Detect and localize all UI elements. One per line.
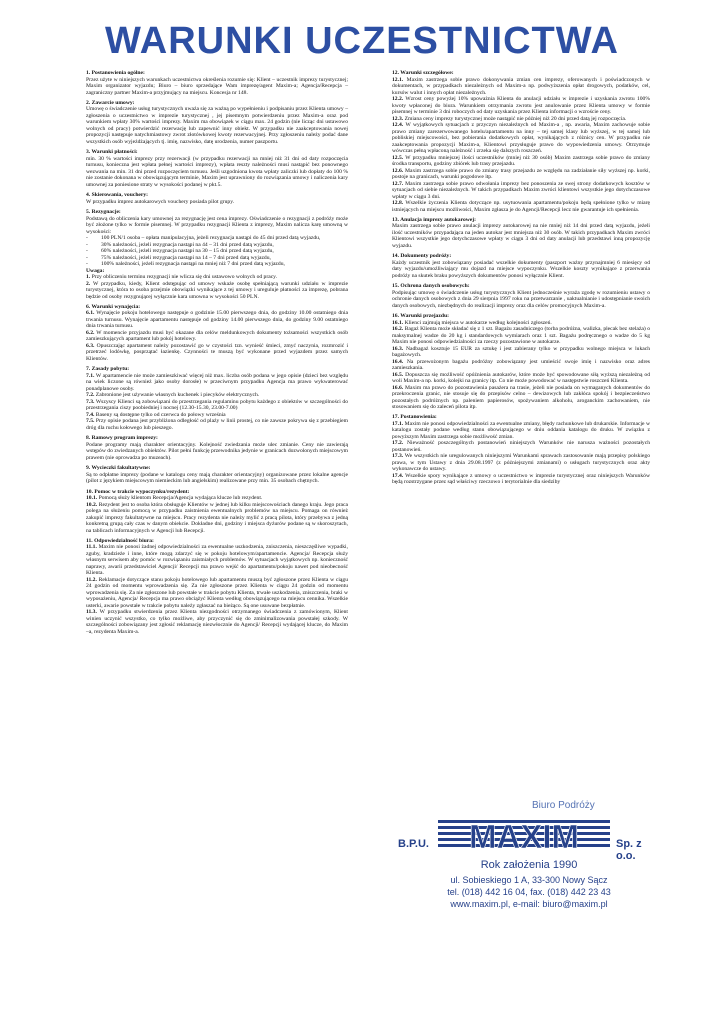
paragraph: 12.3. Zmiana ceny imprezy turystycznej może nastąpić nie później niż 20 dni przed datą jej rozpoczęcia. <box>392 115 627 122</box>
section <box>86 304 348 363</box>
paragraph: 17.1. Maxim nie ponosi odpowiedzialności za ewentualne zmiany, błędy rachunkowe lub drukarskie. Informacje w katalogu zostały podane według stanu obowiązującego w dniu oddania katalogu do druku. W związku z powyższym Maxim zastrzega sobie możliwość zmian. <box>392 420 650 440</box>
paragraph: 16.3. Nadbagaż kosztuje 15 EUR za sztukę i jest zabierany tylko w przypadku wolnego miejsca w lukach bagażowych. <box>392 345 650 359</box>
list-item: - 75% należności, jeżeli rezygnacja nastąpi na 14 – 7 dni przed datą wyjazdu, <box>86 255 348 262</box>
paragraph: 10.2. Rezydent jest to osoba która obsługuje Klientów w jednej lub kilku miejscowościach danego kraju. Jego praca polega na służeniu pomocą w przypadku zaistnienia ewentualnych problemów na miejscu. Pomaga on również zakupić imprezy fakultatywne na miejscu. Pracy rezydenta nie należy mylić z pracą pilota, który przebywa z jedną konkretną grupą cały czas w danym obiekcie. Dokładne dni, godziny i miejsca dyżurów podane są w skoroszytach, na tablicach informacyjnych w Agencji lub Recepcji. <box>86 501 348 534</box>
logo-top-text: Biuro Podróży <box>532 800 595 811</box>
logo-web: www.maxim.pl, e-mail: biuro@maxim.pl <box>450 899 608 909</box>
section <box>86 209 348 300</box>
section <box>86 366 348 431</box>
paragraph: Podstawą do obliczenia kary umownej za rezygnację jest cena imprezy. Oświadczenie o rezygnacji z podróży może być złożone tylko w formie pisemnej. W przypadku rezygnacji Klienta z imprezy, Maxim nalicza karę umowną w wysokości: <box>86 215 348 235</box>
section-heading: 12. Warunki szczegółowe: <box>392 70 454 76</box>
paragraph: 10.1. Pomocą służy klientom Recepcja/Agencja wydająca klucze lub rezydent. <box>86 495 263 502</box>
paragraph: 12.5. W przypadku mniejszej ilości uczestników (mniej niż 30 osób) Maxim zastrzega sobie prawo do zmiany środka transportu, godziny zbiórek lub trasy przejazdu. <box>392 154 650 167</box>
paragraph: Maxim zastrzega sobie prawo anulacji imprezy autokarowej na nie mniej niż 14 dni przed datą wyjazdu, jeżeli ilość uczestników przypadająca na jeden autokar jest mniejsza niż 30 osób. W takich przypadkach Maxim zwróci Klientowi wszystkie jego dotychczasowe wpłaty w ciągu 3 dni od daty anulacji lub przedstawi inną propozycję wyjazdu. <box>392 223 650 249</box>
paragraph: 12.1. Maxim zastrzega sobie prawo dokonywania zmian cen imprezy, oferowanych i poświadczonych w dokumentach, w przypadkach niezależnych od Maxim-a np. podwyższenia opłat drogowych, podatków, cel, kursów walut i innych opłat niezależnych. <box>392 76 650 96</box>
section-heading: 6. Warunki wynajęcia: <box>86 303 141 310</box>
section <box>392 414 650 486</box>
section-heading: 2. Zawarcie umowy: <box>86 99 135 106</box>
paragraph: Podane programy mają charakter orientacyjny. Kolejność zwiedzania może ulec zmianie. Ceny nie zawierają wstępów do zwiedzanych obiektów. Pilot pełni funkcję przewodnika jedynie w granicach dozwolonych miejscowym prawem (nie oprowadza po muzeach). <box>86 441 348 461</box>
paragraph: 12.7. Maxim zastrzega sobie prawo odwołania imprezy bez ponoszenia ze swej strony dodatkowych kosztów w sytuacjach od siebie niezależnych. W takich przypadkach Maxim zwróci klientowi wszystkie jego dotychczasowe wpłaty w ciągu 3 dni. <box>392 180 650 200</box>
paragraph: 12.4. W wyjątkowych sytuacjach z przyczyn niezależnych od Maxim-a , np. awaria, Maxim zachowuje sobie prawo zmiany zarezerwowanego hotelu/apartamentu na inny – tej samej klasy lub wyższej, w tej samej lub pobliskiej miejscowości, bez pobierania dodatkowych opłat, wynikających z różnicy cen. W przypadku nie zaakceptowania propozycji Maxim-a, Klientowi przysługuje prawo do wypowiedzenia umowy. Otrzymuje wówczas pełną wpłaconą należność i zrzeka się dalszych roszczeń. <box>392 122 650 154</box>
section <box>86 435 348 461</box>
paragraph: 12.8. Wszelkie życzenia Klienta dotyczące np. usytuowania apartamentu/pokoju będą spełnione tylko w miarę istniejących na miejscu możliwości, Maxim zgłasza je do Agencji/Recepcji lecz nie gwarantuje ich spełnienia. <box>392 200 650 213</box>
paragraph: 11.1. Maxim nie ponosi żadnej odpowiedzialności za ewentualne uszkodzenia, zniszczenia, nieszczęśliwe wypadki, zguby, kradzieże i inne, które mogą zdarzyć się w pokoju hotelowym/apartamencie. Agencja/ Recepcja służy własnym serwisem aby pomóc w rozwiązaniu zaistniałych problemów. W sytuacjach wyjątkowych np. konieczność naprawy, awarii przedstawiciel Agencji/ Recepcji ma prawo wejść do apartamentu/pokoju nawet pod nieobecność Klienta. <box>86 544 348 577</box>
list-item: - 100 PLN/1 osoba – opłata manipulacyjna, jeżeli rezygnacja nastąpi do 45 dni przed datą wyjazdu, <box>86 235 348 242</box>
paragraph: Umowę o świadczenie usług turystycznych uważa się za ważną po wypełnieniu i podpisaniu przez Klienta umowy – zgłoszenia o uczestnictwo w imprezie turystycznej , jej pisemnym potwierdzeniu przez Maxim-a oraz pod warunkiem wpłaty 30% wartości imprezy. Maxim ma obowiązek w ciągu max. 24 godzin (nie licząc dni ustawowo wolnych od pracy) potwierdzić rezerwację lub zapewnić inny obiekt. W przypadku nie zaakceptowania nowej propozycji następuje natychmiastowy zwrot złotówkowej kwoty rezerwacyjnej. Przy zgłoszeniu należy podać dane wszystkich osób wyjeżdżających tj. imię, nazwisko, datę urodzenia, numer paszportu. <box>86 106 348 145</box>
paragraph: 16.2. Bagaż Klienta może składać się z 1 szt. Bagażu zasadniczego (torba podróżna, walizka, plecak bez stelaża) o maksymalnej wadze do 20 kg i standardowych wymiarach oraz 1 szt. Bagażu podręcznego o wadze do 5 kg Maxim nie ponosi odpowiedzialności za rzeczy pozostawione w autokarze. <box>392 326 650 346</box>
paragraph: W przypadku imprez autokarowych vouchery posiada pilot grupy. <box>86 198 235 205</box>
paragraph: 7.4. Baseny są dostępne tylko od czerwca do połowy września <box>86 411 226 418</box>
note-paragraph: 2. W przypadku, kiedy, Klient odstępując od umowy wskaże osobę spełniającą warunki udziału w imprezie turystycznej, która to osoba przejmie obowiązki wynikające z tej umowy i ureguluje płatności za imprezę, pobrana będzie od osoby rezygnującej wyłącznie kara umowna w wysokości 50 PLN. <box>86 280 348 300</box>
section <box>86 489 348 535</box>
note-paragraph: 1. Przy obliczeniu terminu rezygnacji nie wlicza się dni ustawowo wolnych od pracy. <box>86 274 278 281</box>
paragraph: 7.2. Zabronione jest używanie własnych kuchenek i piecyków elektrycznych. <box>86 392 260 399</box>
paragraph: 6.3. Opuszczając apartament należy pozostawić go w czystości tzn. wynieść śmieci, zmyć naczynia, rozmrozić i przetrzeć lodówkę, posprzątać łazienkę. Czynności te muszą być wykonane przed wyjazdem przez samych Klientów. <box>86 342 348 362</box>
left-column <box>86 70 348 639</box>
paragraph: 6.1. Wynajęcie pokoju hotelowego następuje o godzinie 15.00 pierwszego dnia, do godziny 10.00 ostatniego dnia trwania turnusu. Wynajęcie apartamentu następuje od godziny 14.00 pierwszego dnia, do godziny 9.00 ostatniego dnia trwania turnusu. <box>86 310 348 330</box>
section <box>392 217 650 250</box>
section-heading: 1. Postanowienia ogólne: <box>86 70 145 76</box>
paragraph: 12.2. Wzrost ceny powyżej 10% upoważnia Klienta do anulacji udziału w imprezie i uzyskania zwrotu 100% kwoty wpłaconej do biura. Warunkiem otrzymania zwrotu jest anulowanie przez Klienta umowy w formie pisemnej w terminie 3 dni roboczych od daty uzyskania przez Klienta informacji o wzroście ceny. <box>392 96 650 115</box>
section-heading: 4. Skierowania, vouchery: <box>86 192 149 199</box>
paragraph: Podpisując umowę o świadczenie usług turystycznych Klient jednocześnie wyraża zgodę w rozumieniu ustawy o ochronie danych osobowych z dnia 29 sierpnia 1997 roku na przetwarzanie , uaktualnianie i udostępnianie swoich danych osobowych, niezbędnych do realizacji imprezy oraz dla celów promocyjnych Maxim-a. <box>392 289 650 309</box>
paragraph: Są to odpłatne imprezy (podane w katalogu ceny mają charakter orientacyjny) organizowane przez lokalne agencje (pilot z językiem miejscowym niemieckim lub angielskim) realizowane przy min. 35 osobach chętnych. <box>86 471 348 485</box>
page-title: WARUNKI UCZESTNICTWA <box>105 20 619 62</box>
paragraph: 6.2. W momencie przyjazdu musi być okazane dla celów meldunkowych dokumenty tożsamości wszystkich osób zamieszkujących apartament lub pokój hotelowy. <box>86 329 348 343</box>
logo-phones: tel. (018) 442 16 04, fax. (018) 442 23 43 <box>447 887 611 897</box>
section <box>86 192 348 205</box>
logo-founded: Rok założenia 1990 <box>480 859 578 871</box>
section-heading: 7. Zasady pobytu: <box>86 366 130 373</box>
section <box>392 253 650 279</box>
paragraph: 11.3. W przypadku stwierdzenia przez Klienta niezgodności otrzymanego świadczenia z zamówionym, Klient winien uczynić wszystko, co tylko możliwe, aby przyczynić się do zminimalizowania powstałej szkody. W szczególności zobowiązany jest zgłosić reklamację niezwłocznie do Agencji/ Recepcji wydającej klucze, do Maxim –a, rezydenta Maxim-a. <box>86 609 348 635</box>
section-heading: 8. Ramowy program imprezy: <box>86 435 158 442</box>
paragraph: 7.3. Wszyscy Klienci są zobowiązani do przestrzegania regulaminu pobytu każdego z obiektów w szczególności do przestrzegania ciszy poobiedniej i nocnej (12.30-15.30, 23.00-7.00) <box>86 398 348 412</box>
section-heading: 13. Anulacja imprezy autokarowej: <box>392 216 477 223</box>
right-column <box>392 70 650 490</box>
paragraph: Każdy uczestnik jest zobowiązany posiadać wszelkie dokumenty (paszport ważny przynajmniej 6 miesięcy od daty wyjazdu/umożliwiający mu dojazd na miejsce wypoczynku. Wszelkie koszty wynikające z przerwania podróży na skutek braku powyższych dokumentów ponosi wyłącznie Klient. <box>392 259 650 279</box>
logo-address: ul. Sobieskiego 1 A, 33-300 Nowy Sącz <box>450 875 608 885</box>
paragraph: 17.4. Wszelkie spory wynikające z umowy o uczestnictwo w imprezie turystycznej oraz niniejszych Warunków będą rozstrzygane przez sąd właściwy rzeczowo i terytorialnie dla siedziby <box>392 472 650 486</box>
paragraph: 7.5. Przy opisie podana jest przybliżona odległość od plaży w linii prostej, co nie zawsze pokrywa się z przebiegiem dróg dla ruchu kołowego lub pieszego. <box>86 418 348 431</box>
section-heading: 16. Warunki przejazdu: <box>392 313 449 320</box>
section <box>392 70 650 213</box>
paragraph: 17.3. We wszystkich nie uregulowanych niniejszymi Warunkami sprawach zastosowanie mają przepisy polskiego prawa, w tym Ustawy z dnia 29.08.1997 (z późniejszymi zmianami) o usługach turystycznych oraz akty wykonawcze do ustawy. <box>392 453 650 473</box>
list-item: - 60% należności, jeżeli rezygnacja nastąpi na 30 – 15 dni przed datą wyjazdu, <box>86 248 348 255</box>
section-heading: 14. Dokumenty podróży: <box>392 253 452 260</box>
paragraph: 16.5. Dopuszcza się możliwość opóźnienia autokarów, które może być spowodowane siłą wyższą niezależną od woli Maxim-a np. korki, kolejki na granicy itp. Co nie może powodować w następstwie roszczeń Klienta. <box>392 371 650 385</box>
section-heading: 10. Pomoc w trakcie wypoczynku/rezydent: <box>86 488 190 495</box>
logo-left-text: B.P.U. <box>398 838 429 850</box>
section-heading: 15. Ochrona danych osobowych: <box>392 283 470 290</box>
paragraph: 12.6. Maxim zastrzega sobie prawo do zmiany trasy przejazdu ze względu na zadziałanie siły wyższej np. korki, postoje na granicach, warunki pogodowe itp. <box>392 167 650 180</box>
paragraph: Przez użyte w niniejszych warunkach uczestnictwa określenia rozumie się: Klient – uczestnik imprezy turystycznej; Maxim organizator wyjazdu; Biuro – biuro sprzedające Wam imprezę/agent Maxim-a; Agencja/Recepcja – zagraniczny partner Maxim-a przyjmujący na miejscu. Koncesja nr 148. <box>86 76 348 96</box>
list-item: - 100% należności, jeżeli rezygnacja nastąpi na mniej niż 7 dni przed datą wyjazdu, <box>86 261 348 268</box>
paragraph: 17.2. Nieważność poszczególnych postanowień niniejszych Warunków nie narusza ważności pozostałych postanowień. <box>392 440 650 453</box>
section <box>86 100 348 146</box>
section <box>86 70 348 96</box>
section-heading: 9. Wycieczki fakultatywne: <box>86 465 151 472</box>
paragraph: 16.1. Klienci zajmują miejsca w autokarze według kolejności zgłoszeń. <box>392 319 552 326</box>
section <box>86 465 348 485</box>
paragraph: 16.6. Maxim ma prawo do pozostawienia pasażera na trasie, jeżeli nie posiada on wymaganych dokumentów do przekroczenia granic, nie stosuje się do przepisów celno – dewizowych lub zakłóca spokój i bezpieczeństwo pozostałych podróżnych np. paleniem papierosów, spożywaniem alkoholu, aroganckim zachowaniem, nie stosowaniem się do zaleceń pilota itp. <box>392 384 650 411</box>
section <box>392 283 650 309</box>
note-heading: Uwaga: <box>86 267 105 274</box>
logo-right-text: Sp. z o.o. <box>616 838 642 862</box>
section <box>392 313 650 411</box>
section <box>86 149 348 188</box>
section-heading: 5. Rezygnacje: <box>86 209 121 216</box>
logo-brand: MAXIM <box>469 818 579 853</box>
paragraph: 7.1. W apartamencie nie może zamieszkiwać więcej niż max. liczba osób podana w jego opisie (dzieci bez względu na wiek liczone są również jako osoby dorosłe) w przeciwnym przypadku Agencja ma prawo wykwaterować ponadplanowe osoby. <box>86 372 348 392</box>
section-heading: 3. Warunki płatności: <box>86 149 138 156</box>
paragraph: 16.4. Na przewożonym bagażu podróżny zobowiązany jest umieścić swoje imię i nazwisko oraz adres zamieszkania. <box>392 358 650 372</box>
section-heading: 11. Odpowiedzialność biura: <box>86 537 154 544</box>
paragraph: 11.2. Reklamacje dotyczące stanu pokoju hotelowego lub apartamentu muszą być zgłoszone przez Klienta w ciągu 24 godzin od momentu wprowadzenia się. Za nie zgłoszone przez Klienta w ciągu 24 godzin od momentu wprowadzenia się. Za nie zgłoszone lub powstałe w trakcie pobytu Klienta, trwałe uszkodzenia, zniszczenia, braki w wyposażeniu, Agencja/ Recepcja ma prawo obciążyć Klienta według obowiązującego na miejscu cennika. Wszelkie usterki, awarie powstałe w trakcie pobytu należy zgłaszać na bieżąco. Są one usuwane bezpłatnie. <box>86 576 348 609</box>
section-heading: 17. Postanowienia: <box>392 414 437 421</box>
section <box>86 538 348 636</box>
paragraph: min. 30 % wartości imprezy przy rezerwacji (w przypadku rezerwacji na mniej niż 31 dni od daty rozpoczęcia turnusu, konieczna jest wpłata pełnej wartości imprezy), wpłata reszty należności musi nastąpić bez ponownego wezwania na min. 31 dni przed rozpoczęciem turnusu. Jeśli uzgodniona kwota wpłaty zaliczki lub dopłaty do 100 % nie zostanie dokonana w obowiązującym terminie, Maxim jest uprawniony do rozwiązania umowy i naliczenia kary umownej za poniesione straty w wysokości podanej w pkt.5. <box>86 155 348 188</box>
maxim-logo-graphic <box>438 817 610 853</box>
list-item: - 30% należności, jeżeli rezygnacja nastąpi na 44 – 31 dni przed datą wyjazdu, <box>86 242 348 249</box>
company-logo <box>398 800 660 950</box>
